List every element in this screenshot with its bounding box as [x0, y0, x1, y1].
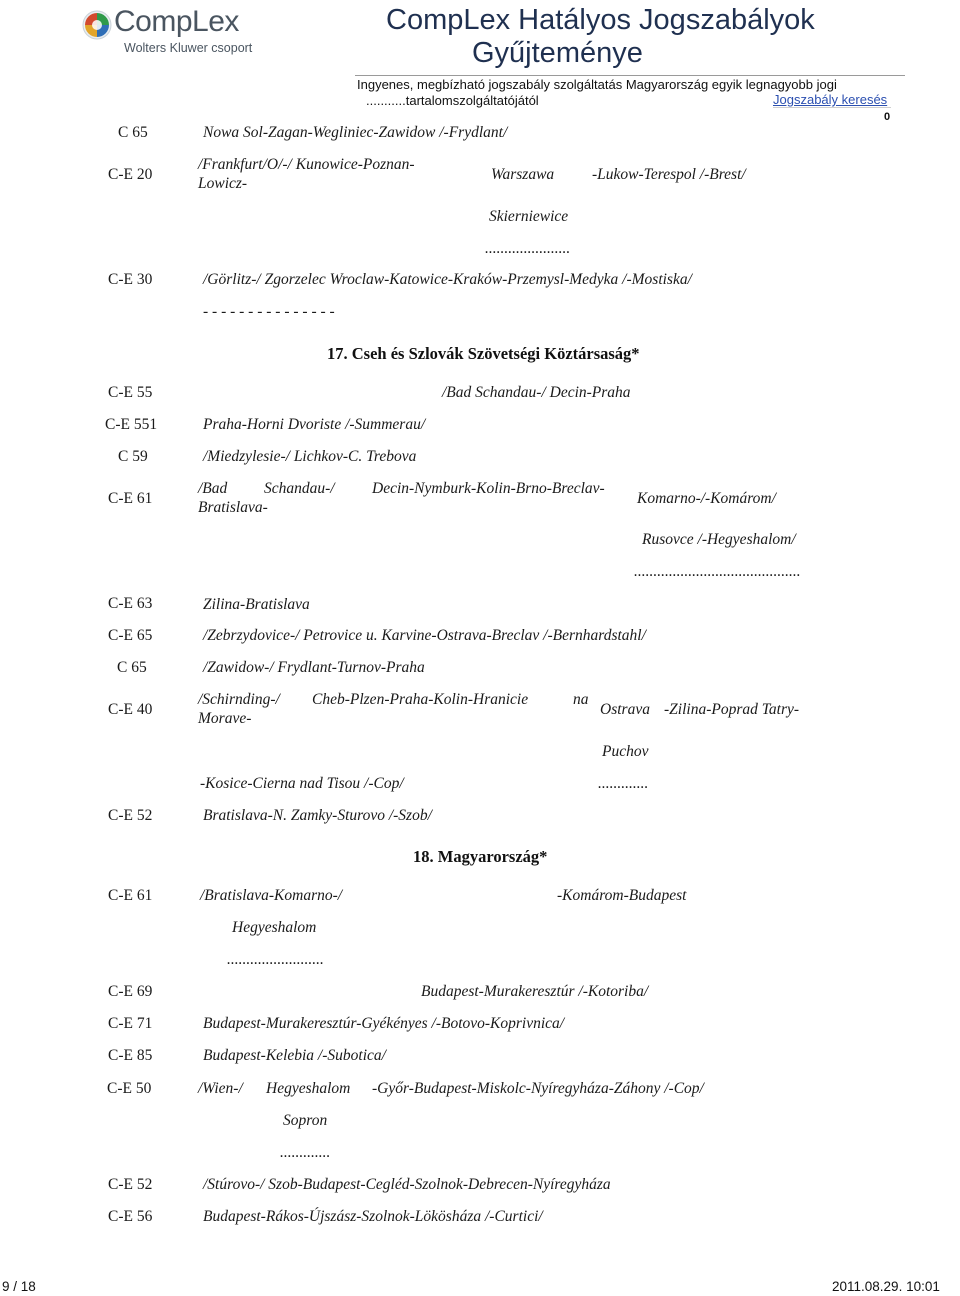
route-text: na: [573, 691, 589, 708]
route-text: Bratislava-N. Zamky-Sturovo /-Szob/: [203, 807, 432, 824]
route-code: C-E 52: [108, 807, 153, 824]
site-title: CompLex Hatályos Jogszabályok: [386, 4, 815, 36]
route-text: Zilina-Bratislava: [203, 596, 310, 613]
route-text: Ostrava: [600, 701, 650, 718]
route-text: -Győr-Budapest-Miskolc-Nyíregyháza-Záhony /-Cop/: [372, 1080, 704, 1097]
route-code: C-E 40: [108, 701, 153, 718]
route-text: Hegyeshalom: [232, 919, 317, 936]
route-code: C-E 65: [108, 627, 153, 644]
route-code: C-E 61: [108, 490, 153, 507]
route-text: /Miedzylesie-/ Lichkov-C. Trebova: [203, 448, 417, 465]
route-text: Sopron: [283, 1112, 328, 1129]
route-text: Puchov: [602, 743, 649, 760]
route-text: -Kosice-Cierna nad Tisou /-Cop/: [200, 775, 404, 792]
route-text: Hegyeshalom: [266, 1080, 351, 1097]
route-code: C 59: [118, 448, 148, 465]
route-text: -Zilina-Poprad Tatry-: [664, 701, 800, 718]
tagline-provider: ...........tartalomszolgáltatójától: [366, 93, 539, 108]
route-text: /Zawidow-/ Frydlant-Turnov-Praha: [203, 659, 425, 676]
page-number: 9 / 18: [2, 1279, 36, 1294]
route-text: Cheb-Plzen-Praha-Kolin-Hranicie: [312, 691, 529, 708]
route-text: /Bratislava-Komarno-/: [200, 887, 343, 904]
route-code: C-E 71: [108, 1015, 153, 1032]
complex-logo-icon: [82, 10, 112, 40]
route-text: /Wien-/: [198, 1080, 243, 1097]
section-heading-czechoslovakia: 17. Cseh és Szlovák Szövetségi Köztársaság*: [327, 344, 640, 363]
route-text: /Görlitz-/ Zgorzelec Wroclaw-Katowice-Kraków-Przemysl-Medyka /-Mostiska/: [203, 271, 692, 288]
route-code: C 65: [118, 124, 148, 141]
route-text: Budapest-Rákos-Újszász-Szolnok-Lökösháza /-Curtici/: [203, 1208, 543, 1225]
route-text: -Komárom-Budapest: [557, 887, 687, 904]
result-counter: 0: [884, 111, 891, 123]
route-text: -Lukow-Terespol /-Brest/: [592, 166, 746, 183]
logo-subtitle: Wolters Kluwer csoport: [124, 41, 253, 55]
route-text: Budapest-Murakeresztúr /-Kotoriba/: [421, 983, 649, 1000]
route-code: C-E 30: [108, 271, 153, 288]
route-text: Komarno-/-Komárom/: [637, 490, 776, 507]
route-text: /Bad: [198, 480, 228, 497]
continuation-dots: ......................: [485, 240, 571, 257]
route-text: Warszawa: [491, 166, 555, 183]
route-text: Lowicz-: [198, 175, 248, 192]
tagline: Ingyenes, megbízható jogszabály szolgáltatás Magyarország egyik legnagyobb jogi: [357, 77, 837, 92]
route-text: /Stúrovo-/ Szob-Budapest-Cegléd-Szolnok-Debrecen-Nyíregyháza: [203, 1176, 611, 1193]
continuation-dots: ...........................................: [634, 563, 801, 580]
route-text: /Zebrzydovice-/ Petrovice u. Karvine-Ostrava-Breclav /-Bernhardstahl/: [203, 627, 646, 644]
site-title-line2: Gyűjteménye: [472, 37, 643, 69]
route-code: C-E 85: [108, 1047, 153, 1064]
route-text: Nowa Sol-Zagan-Wegliniec-Zawidow /-Frydlant/: [203, 124, 508, 141]
header-divider: [355, 75, 905, 76]
continuation-dots: .............: [598, 775, 649, 792]
route-code: C-E 61: [108, 887, 153, 904]
route-code: C-E 63: [108, 595, 153, 612]
route-text: Rusovce /-Hegyeshalom/: [642, 531, 796, 548]
section-heading-hungary: 18. Magyarország*: [413, 847, 548, 866]
route-text: /Bad Schandau-/ Decin-Praha: [442, 384, 631, 401]
route-code: C-E 50: [107, 1080, 152, 1097]
route-code: C-E 20: [108, 166, 153, 183]
print-datetime: 2011.08.29. 10:01: [832, 1279, 940, 1294]
route-text: Budapest-Murakeresztúr-Gyékényes /-Botovo-Koprivnica/: [203, 1015, 565, 1032]
route-text: Budapest-Kelebia /-Subotica/: [203, 1047, 386, 1064]
logo-wordmark: CompLex: [114, 5, 239, 38]
route-text: /Schirnding-/: [198, 691, 280, 708]
route-text: /Frankfurt/O/-/ Kunowice-Poznan-: [198, 156, 415, 173]
route-code: C-E 551: [105, 416, 158, 433]
route-text: Bratislava-: [198, 499, 268, 516]
route-code: C-E 69: [108, 983, 153, 1000]
route-code: C 65: [117, 659, 147, 676]
route-code: C-E 56: [108, 1208, 153, 1225]
route-code: C-E 52: [108, 1176, 153, 1193]
route-text: Praha-Horni Dvoriste /-Summerau/: [203, 416, 426, 433]
route-text: Morave-: [198, 710, 252, 727]
route-code: C-E 55: [108, 384, 153, 401]
route-text: Skierniewice: [489, 208, 569, 225]
route-text: Schandau-/: [264, 480, 335, 497]
link-divider: [773, 107, 891, 108]
route-dashes: - - - - - - - - - - - - - - -: [203, 303, 335, 320]
search-link[interactable]: Jogszabály keresés: [773, 92, 888, 107]
continuation-dots: .........................: [227, 951, 324, 968]
continuation-dots: .............: [280, 1144, 331, 1161]
route-text: Decin-Nymburk-Kolin-Brno-Breclav-: [372, 480, 605, 497]
